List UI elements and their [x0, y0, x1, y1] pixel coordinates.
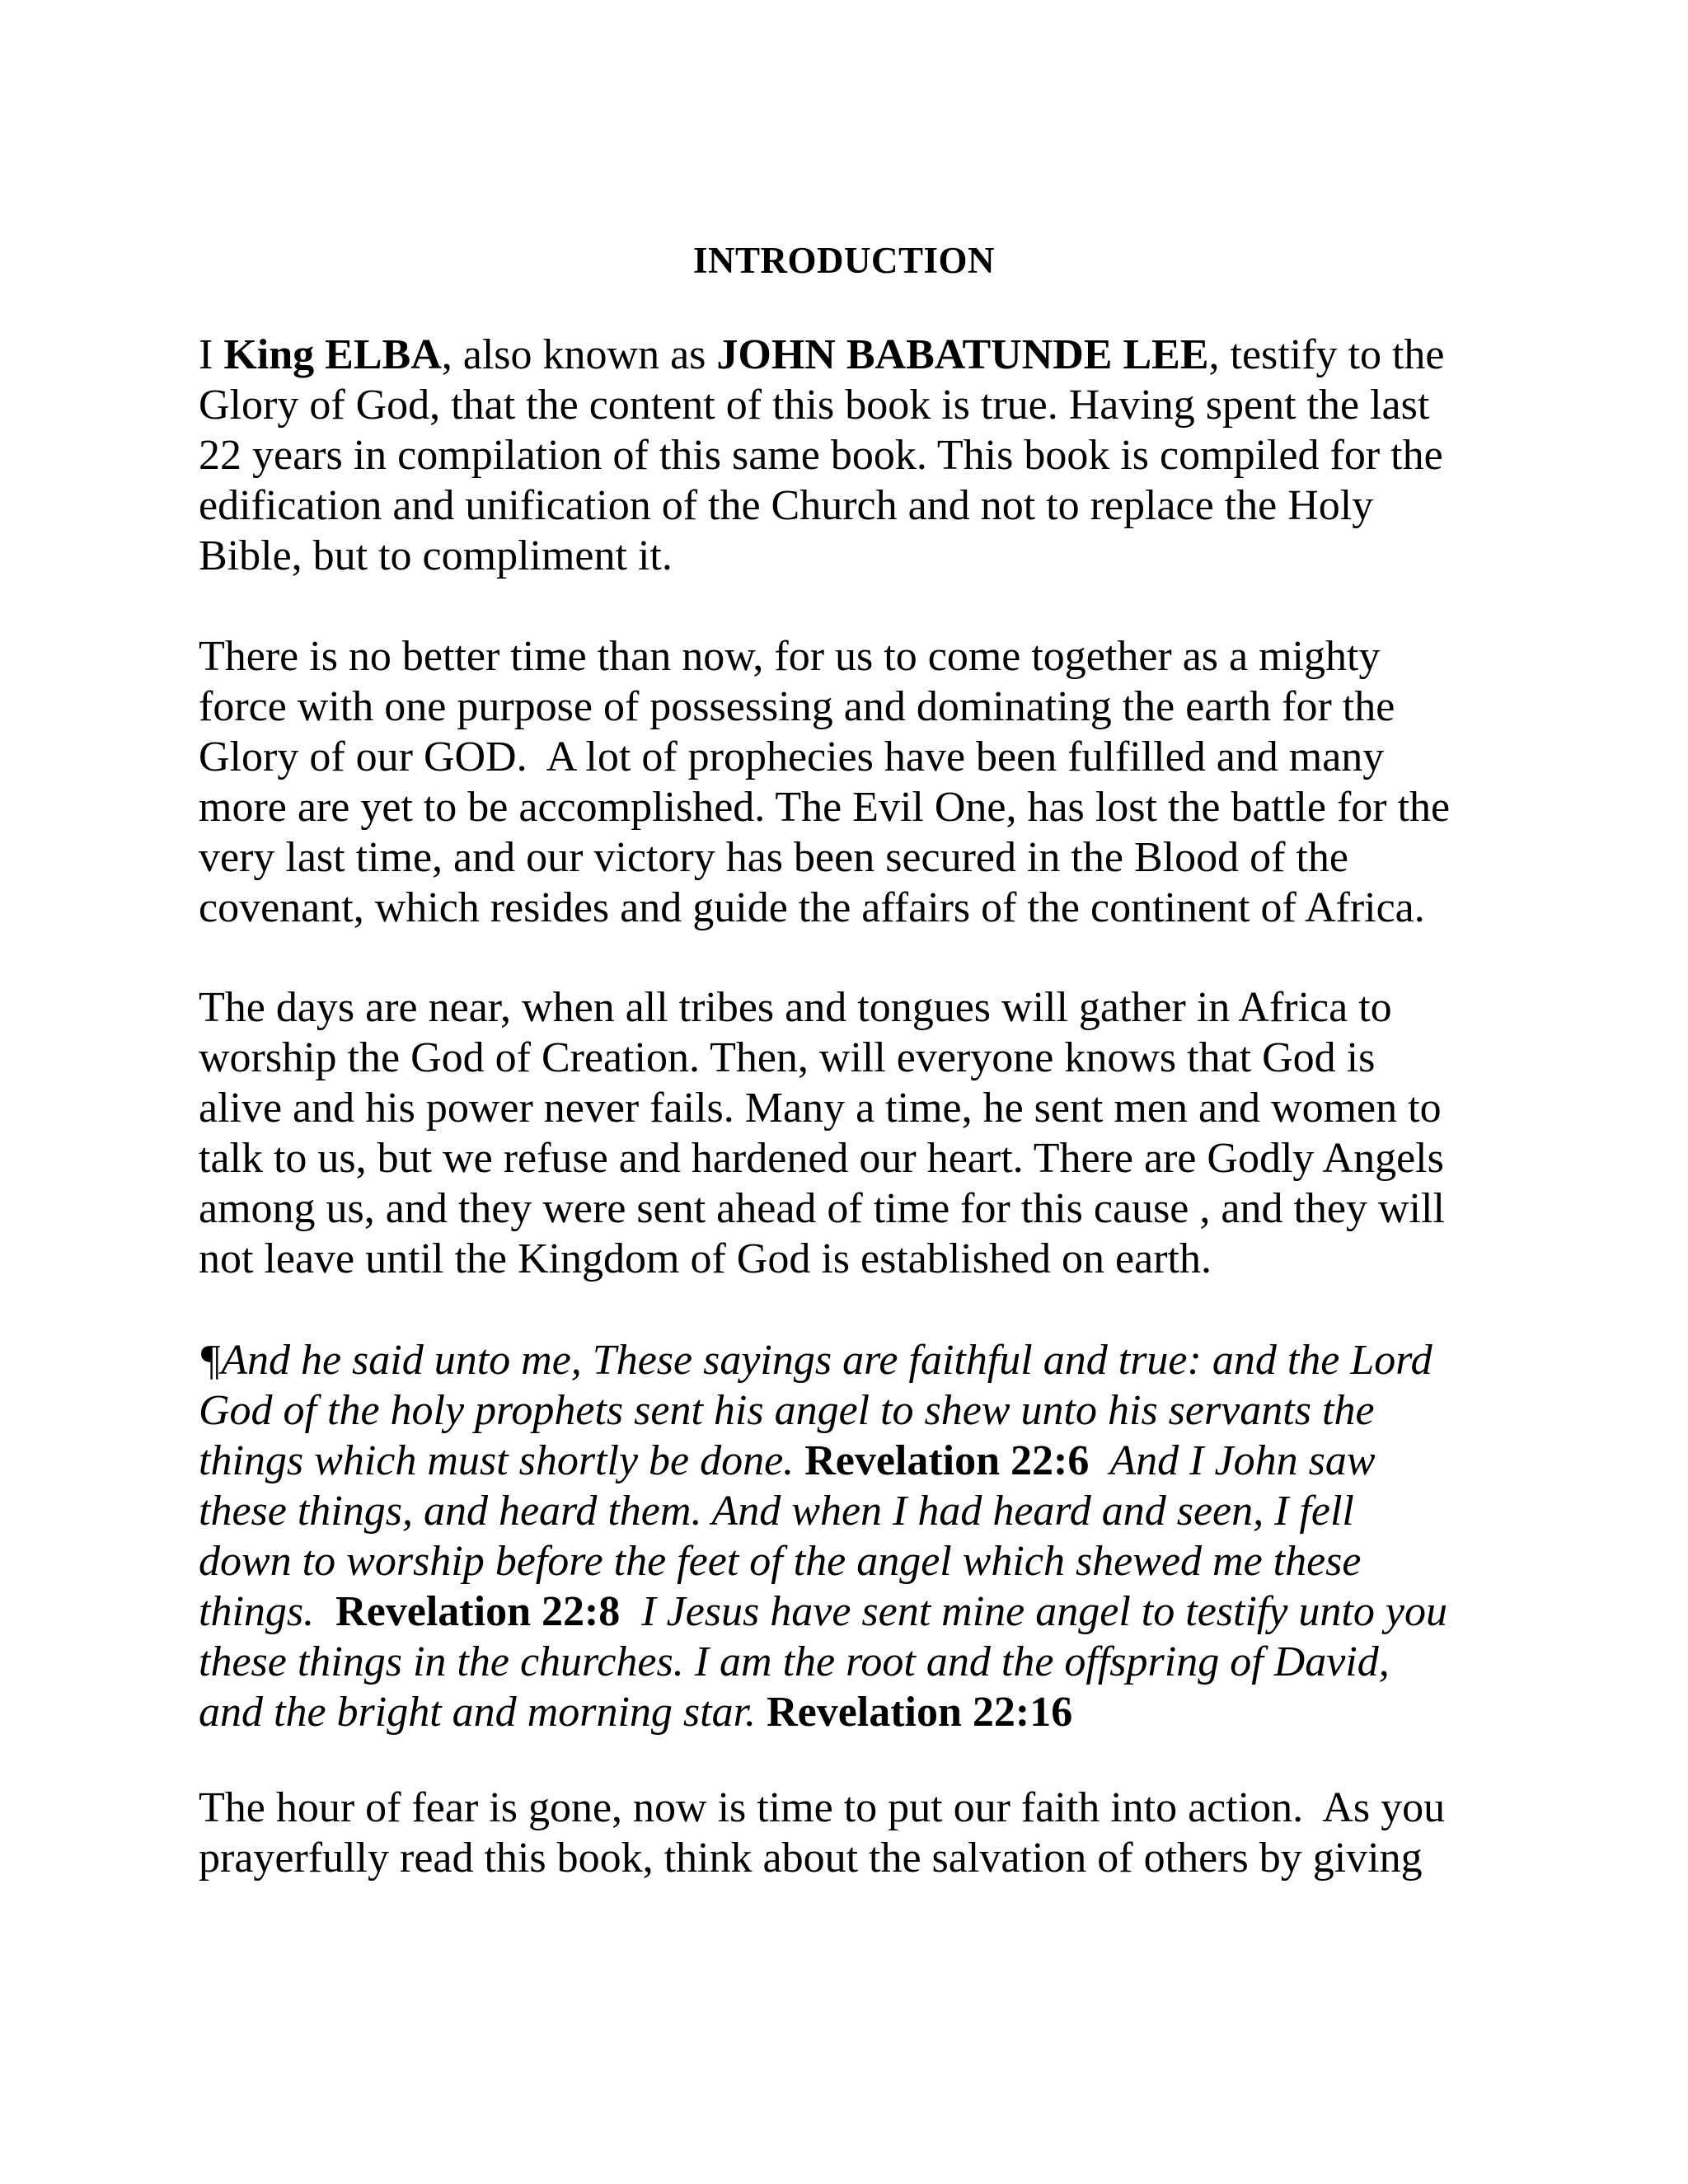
paragraph-hour-of-fear [199, 1783, 1517, 1883]
text-line: things which must shortly be done. Revelation 22:6 And I John saw [199, 1437, 1376, 1484]
text-line: things. Revelation 22:8 I Jesus have sent mine angel to testify unto you [199, 1588, 1447, 1635]
text-line: and the bright and morning star. Revelation 22:16 [199, 1689, 1073, 1736]
text-line: these things, and heard them. And when I had heard and seen, I fell [199, 1488, 1354, 1535]
text-line: Bible, but to compliment it. [199, 532, 673, 579]
text-line: these things in the churches. I am the root and the offspring of David, [199, 1638, 1390, 1685]
text-line: The hour of fear is gone, now is time to put our faith into action. As you [199, 1784, 1446, 1831]
text-line: There is no better time than now, for us to come together as a mighty [199, 633, 1381, 680]
text-line: not leave until the Kingdom of God is established on earth. [199, 1235, 1212, 1282]
verse-reference: Revelation 22:16 [767, 1689, 1073, 1736]
verse-reference: Revelation 22:8 [335, 1588, 621, 1635]
paragraph-testimony [199, 330, 1517, 581]
text-line: talk to us, but we refuse and hardened our heart. There are Godly Angels [199, 1135, 1444, 1182]
author-alias: JOHN BABATUNDE LEE [716, 331, 1209, 378]
paragraph-days-are-near [199, 982, 1517, 1284]
paragraph-call-to-unity [199, 631, 1517, 933]
text-line: covenant, which resides and guide the affairs of the continent of Africa. [199, 884, 1425, 931]
page-title: INTRODUCTION [692, 240, 996, 281]
text-line: edification and unification of the Church and not to replace the Holy [199, 482, 1374, 529]
text-line: among us, and they were sent ahead of time for this cause , and they will [199, 1185, 1445, 1232]
text-line: more are yet to be accomplished. The Evil One, has lost the battle for the [199, 784, 1451, 831]
author-name: King ELBA [223, 331, 442, 378]
text-line: Glory of God, that the content of this book is true. Having spent the last [199, 382, 1430, 429]
text-line: force with one purpose of possessing and dominating the earth for the [199, 683, 1395, 730]
verse-reference: Revelation 22:6 [804, 1437, 1090, 1484]
text-line: The days are near, when all tribes and tongues will gather in Africa to [199, 984, 1392, 1031]
text-line: prayerfully read this book, think about the salvation of others by giving [199, 1835, 1423, 1882]
text-line: very last time, and our victory has been secured in the Blood of the [199, 834, 1348, 881]
scripture-quote [199, 1335, 1517, 1737]
text-line: down to worship before the feet of the angel which shewed me these [199, 1538, 1362, 1585]
text-line: ¶And he said unto me, These sayings are faithful and true: and the Lord [199, 1337, 1432, 1384]
text-line: I King ELBA, also known as JOHN BABATUNDE LEE, testify to the [199, 331, 1445, 378]
text-line: alive and his power never fails. Many a time, he sent men and women to [199, 1085, 1442, 1132]
text-line: Glory of our GOD. A lot of prophecies have been fulfilled and many [199, 733, 1385, 780]
text-line: God of the holy prophets sent his angel to shew unto his servants the [199, 1387, 1375, 1434]
text-line: worship the God of Creation. Then, will everyone knows that God is [199, 1034, 1376, 1081]
text-line: 22 years in compilation of this same book. This book is compiled for the [199, 432, 1443, 479]
